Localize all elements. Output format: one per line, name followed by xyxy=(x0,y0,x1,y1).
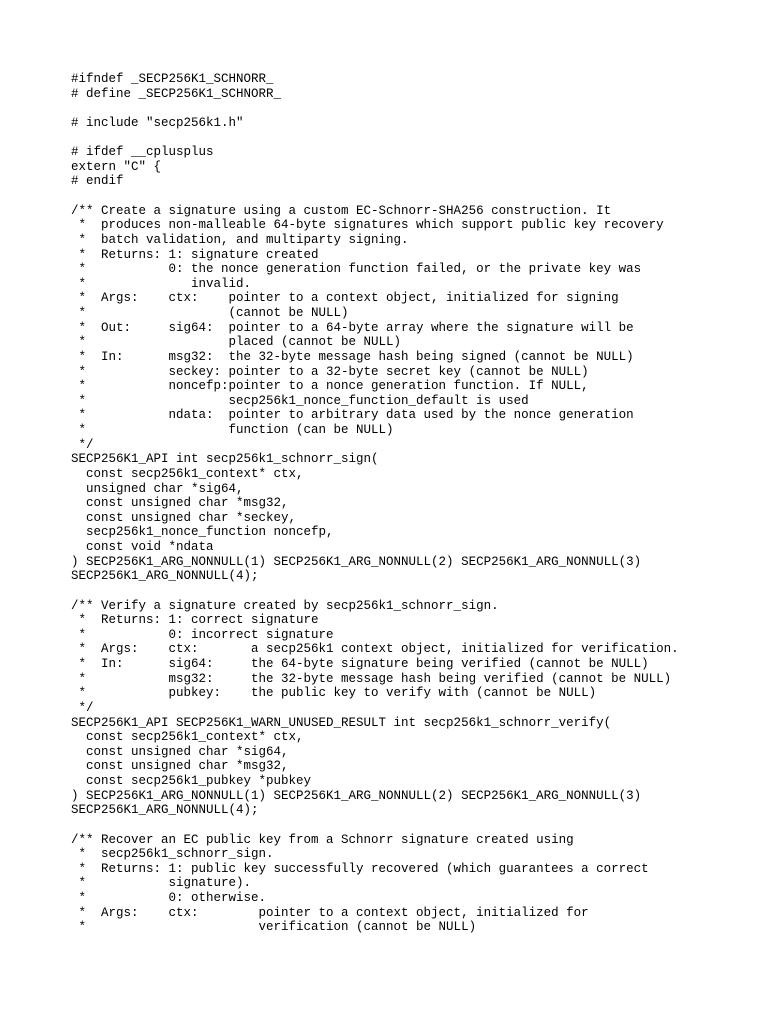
code-line: * 0: otherwise. xyxy=(71,891,267,905)
code-line: * 0: the nonce generation function failed, or the private key was xyxy=(71,262,642,277)
code-line: const void *ndata xyxy=(71,540,214,554)
code-line: SECP256K1_API SECP256K1_WARN_UNUSED_RESULT int secp256k1_schnorr_verify( xyxy=(71,715,612,730)
code-line: */ xyxy=(71,437,94,452)
code-line: SECP256K1_ARG_NONNULL(4); xyxy=(71,803,259,818)
code-line: * Args: ctx: a secp256k1 context object, initialized for verification. xyxy=(71,642,679,657)
code-line xyxy=(71,101,679,116)
code-line xyxy=(71,584,679,599)
code-line: * ndata: pointer to arbitrary data used by the nonce generation xyxy=(71,408,634,423)
code-line: secp256k1_nonce_function noncefp, xyxy=(71,525,334,540)
code-line: SECP256K1_API int secp256k1_schnorr_sign( xyxy=(71,452,379,467)
code-line: #ifndef _SECP256K1_SCHNORR_ xyxy=(71,72,274,86)
code-line: * Args: ctx: pointer to a context object, initialized for signing xyxy=(71,291,619,306)
code-listing xyxy=(71,72,679,935)
code-line: * 0: incorrect signature xyxy=(71,627,334,642)
code-line: const unsigned char *sig64, xyxy=(71,744,289,759)
code-line: * (cannot be NULL) xyxy=(71,306,349,320)
code-line: const secp256k1_pubkey *pubkey xyxy=(71,774,312,788)
code-line: * In: sig64: the 64-byte signature being verified (cannot be NULL) xyxy=(71,657,649,671)
code-line: * secp256k1_nonce_function_default is used xyxy=(71,393,529,408)
code-line: * In: msg32: the 32-byte message hash being signed (cannot be NULL) xyxy=(71,349,634,364)
code-line: # ifdef __cplusplus xyxy=(71,145,214,160)
code-line: * verification (cannot be NULL) xyxy=(71,920,477,935)
code-line: * Args: ctx: pointer to a context object, initialized for xyxy=(71,905,589,920)
code-line: * Out: sig64: pointer to a 64-byte array where the signature will be xyxy=(71,320,634,335)
code-line: # define _SECP256K1_SCHNORR_ xyxy=(71,86,282,101)
code-line: unsigned char *sig64, xyxy=(71,481,244,496)
code-line: const unsigned char *msg32, xyxy=(71,759,289,774)
code-line: * function (can be NULL) xyxy=(71,423,394,437)
code-line: /** Recover an EC public key from a Schnorr signature created using xyxy=(71,832,574,847)
code-line: */ xyxy=(71,700,94,715)
code-line: * Returns: 1: correct signature xyxy=(71,613,319,628)
code-line: * produces non-malleable 64-byte signatures which support public key recovery xyxy=(71,218,664,233)
code-line: const unsigned char *msg32, xyxy=(71,496,289,511)
code-line: * placed (cannot be NULL) xyxy=(71,335,402,350)
code-line: const secp256k1_context* ctx, xyxy=(71,466,304,481)
code-line: * signature). xyxy=(71,876,252,891)
code-line: * Returns: 1: public key successfully recovered (which guarantees a correct xyxy=(71,861,649,876)
code-line: * noncefp:pointer to a nonce generation function. If NULL, xyxy=(71,379,589,394)
code-line: ) SECP256K1_ARG_NONNULL(1) SECP256K1_ARG_NONNULL(2) SECP256K1_ARG_NONNULL(3) xyxy=(71,554,642,569)
code-line: * invalid. xyxy=(71,276,252,291)
code-line: # include "secp256k1.h" xyxy=(71,115,244,130)
code-line: * seckey: pointer to a 32-byte secret key (cannot be NULL) xyxy=(71,364,589,379)
code-line: ) SECP256K1_ARG_NONNULL(1) SECP256K1_ARG_NONNULL(2) SECP256K1_ARG_NONNULL(3) xyxy=(71,788,642,803)
code-line: * batch validation, and multiparty signing. xyxy=(71,232,409,247)
code-line xyxy=(71,189,679,204)
code-line: extern "C" { xyxy=(71,159,162,174)
code-line: const unsigned char *seckey, xyxy=(71,510,297,525)
code-line: * msg32: the 32-byte message hash being verified (cannot be NULL) xyxy=(71,671,672,686)
code-line xyxy=(71,131,679,146)
code-line: * pubkey: the public key to verify with (cannot be NULL) xyxy=(71,686,597,701)
code-line: /** Create a signature using a custom EC-Schnorr-SHA256 construction. It xyxy=(71,203,612,218)
code-line xyxy=(71,818,679,833)
code-line: const secp256k1_context* ctx, xyxy=(71,730,304,745)
code-line: * Returns: 1: signature created xyxy=(71,247,319,262)
code-line: * secp256k1_schnorr_sign. xyxy=(71,847,274,862)
code-line: # endif xyxy=(71,174,124,189)
code-line: SECP256K1_ARG_NONNULL(4); xyxy=(71,569,259,584)
code-line: /** Verify a signature created by secp256k1_schnorr_sign. xyxy=(71,598,499,613)
